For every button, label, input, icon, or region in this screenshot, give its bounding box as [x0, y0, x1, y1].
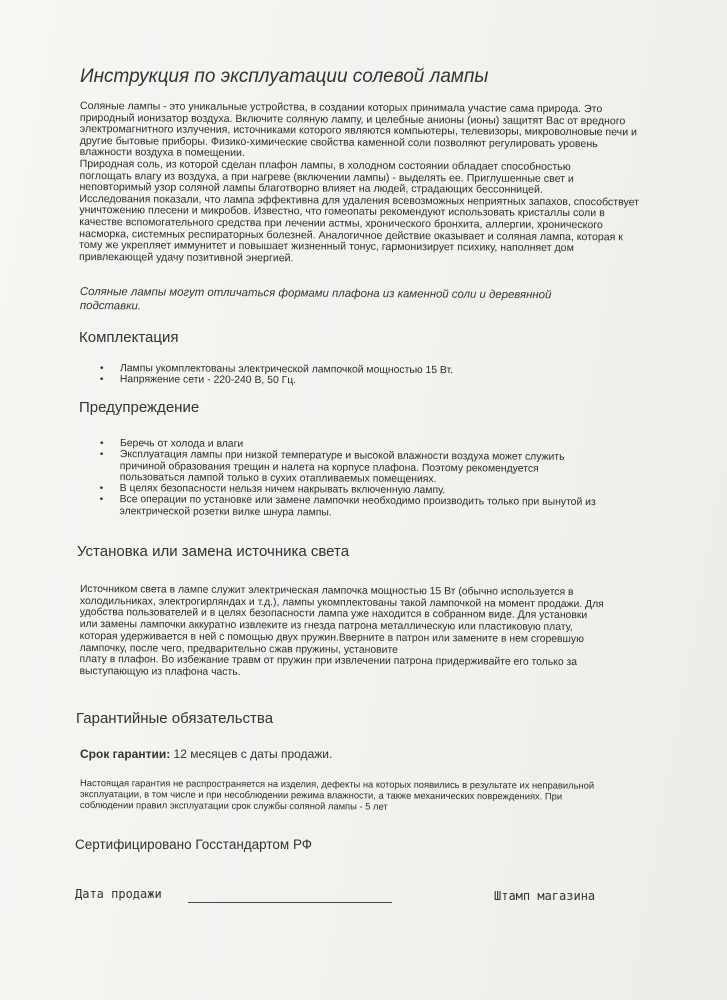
intro-line: влажности воздуха в помещении.	[79, 146, 245, 160]
intro-text	[79, 101, 660, 267]
intro-line: поглощать влагу из воздуха, а при нагреве (включении лампы) - выделять ее. Приглушенные свет и	[79, 169, 574, 185]
list-item: • Все операции по установке или замене лампочки необходимо производить только при вынутой из электрической розетки вилке шнура лампы.	[100, 494, 660, 520]
warranty-term-label: Срок гарантии:	[80, 747, 171, 761]
intro-line: неповторимый узор соляной лампы благотворно влияет на людей, страдающих бессонницей.	[79, 181, 543, 196]
intro-line: Соляные лампы - это уникальные устройства, в создании которых принимала участие сама природа. Это	[79, 100, 603, 116]
document-title: Инструкция по эксплуатации солевой лампы	[80, 66, 489, 87]
list-item: • В целях безопасности нельзя ничем накрывать включенную лампу.	[100, 483, 660, 498]
install-line: или замены лампочки аккуратно извлеките из гнезда патрона металлическую или пластиковую плату,	[79, 619, 573, 634]
warranty-note	[80, 778, 650, 814]
stamp-label: Штамп магазина	[494, 889, 596, 903]
note-line: подставки.	[79, 299, 142, 312]
install-line: которая удерживается в ней с помощью двух пружин.Вверните в патрон или замените в нем сгоревшую	[79, 630, 584, 645]
certification-text: Сертифицировано Госстандартом РФ	[75, 837, 313, 852]
kit-heading: Комплектация	[79, 329, 179, 346]
intro-line: привлекающей удачу позитивной энергией.	[79, 250, 294, 265]
sale-date-line	[188, 902, 392, 903]
intro-line: насморка, системных респираторных болезней. Аналогичное действие оказывает и соляная лампа, которая к	[79, 227, 623, 243]
install-line: удобства пользователей и в целях безопасности лампа уже находится в собранном виде. Для установки	[79, 607, 588, 622]
warranty-term-value: 12 месяцев с даты продажи.	[170, 747, 333, 761]
warning-heading: Предупреждение	[79, 399, 200, 416]
warranty-term	[80, 747, 332, 761]
intro-line: электромагнитного излучения, источниками которого являются компьютеры, телевизоры, микроволновые печи и	[79, 123, 638, 139]
install-text	[79, 584, 660, 681]
list-item: • Напряжение сети - 220-240 В, 50 Гц.	[100, 374, 640, 389]
install-line: Источником света в лампе служит электрическая лампочка мощностью 15 Вт (обычно используется в	[79, 584, 574, 599]
list-item: • Эксплуатация лампы при низкой температуре и высокой влажности воздуха может служить причиной образования трещин и налета на корпусе плафона. Поэтому рекомендуется пользоваться лампой только в сухих отапливаемых помещениях.	[100, 449, 660, 486]
install-line: выступающую из плафона часть.	[79, 665, 241, 678]
install-line: лампочку, после чего, предварительно сжав пружины, установите	[79, 642, 398, 656]
warranty-heading: Гарантийные обязательства	[76, 710, 274, 727]
intro-line: Исследования показали, что лампа эффективна для удаления всевозможных неприятных запахов, способствует	[79, 192, 640, 209]
install-line: холодильниках, электрогирляндах и т.д.), лампы укомплектованы такой лампочкой на момент продажи. Для	[79, 595, 604, 610]
shapes-note	[80, 286, 660, 317]
intro-line: качестве вспомогательного средства при лечении астмы, хронического бронхита, аллергии, хронического	[79, 215, 603, 232]
sale-date-label: Дата продажи	[75, 887, 162, 901]
warranty-note-line: Настоящая гарантия не распространяется на изделия, дефекты на которых появились в результате их неправильной	[79, 777, 595, 791]
list-item: • Лампы укомплектованы электрической лампочкой мощностью 15 Вт.	[100, 363, 640, 378]
intro-line: природный ионизатор воздуха. Включите соляную лампу, и целебные анионы (ионы) защитят Вас от вредного	[79, 111, 626, 127]
warranty-note-line: соблюдении правил эксплуатации срок службы соляной лампы - 5 лет	[79, 798, 388, 812]
intro-line: уничтожению плесени и микробов. Известно, что гомеопаты рекомендуют использовать кристаллы соли в	[79, 204, 605, 220]
warranty-note-line: эксплуатации, в том числе и при несоблюдении режима влажности, а также механических повреждениях. При	[79, 787, 563, 802]
kit-list	[100, 363, 640, 389]
warning-list	[100, 438, 660, 520]
intro-line: тому же укрепляет иммунитет и повышает жизненный тонус, гармонизирует психику, наполняет дом	[79, 239, 574, 255]
intro-line: другие бытовые приборы. Физико-химические свойства каменной соли позволяют регулировать уровень	[79, 134, 598, 150]
install-line: плату в плафон. Во избежание травм от пружин при извлечении патрона придерживайте его только за	[79, 654, 578, 669]
note-line: Соляные лампы могут отличаться формами плафона из каменной соли и деревянной	[79, 286, 552, 302]
list-item: • Беречь от холода и влаги	[100, 438, 660, 453]
install-heading: Установка или замена источника света	[77, 543, 350, 560]
intro-line: Природная соль, из которой сделан плафон лампы, в холодном состоянии обладает способностью	[79, 157, 571, 173]
